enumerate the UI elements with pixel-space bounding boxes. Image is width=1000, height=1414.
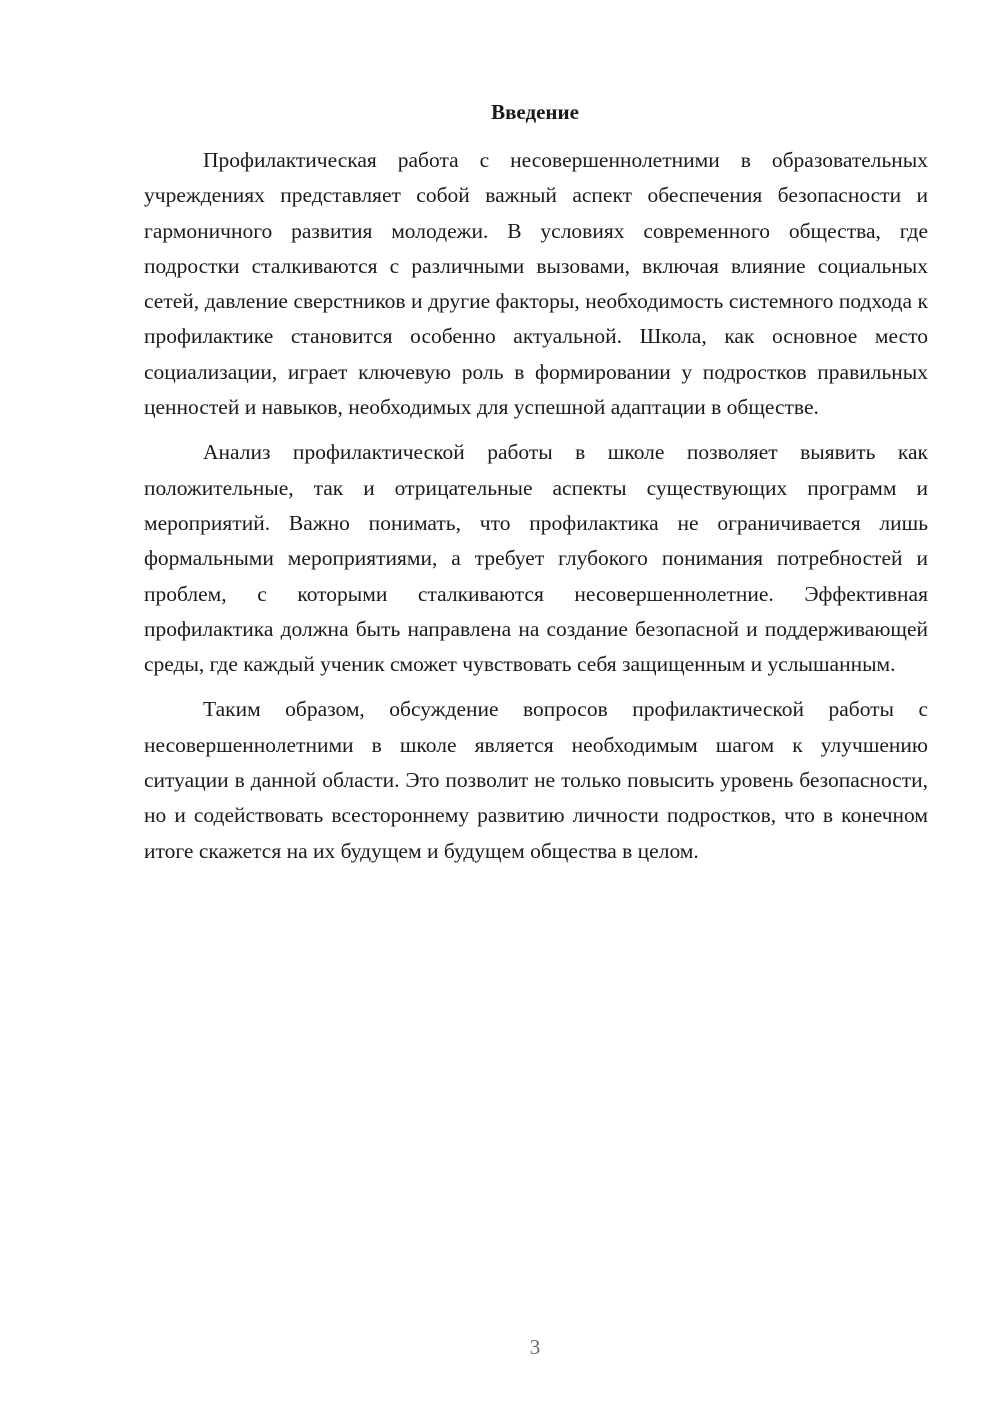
page-title: Введение bbox=[491, 100, 579, 124]
paragraph-1: Профилактическая работа с несовершеннолетними в образовательных учреждениях представляет собой важный аспект обеспечения безопасности и гармоничного развития молодежи. В условиях современного общества, где подростки сталкиваются с различными вызовами, включая влияние социальных сетей, давление сверстников и другие факторы, необходимость системного подхода к профилактике становится особенно актуальной. Школа, как основное место социализации, играет ключевую роль в формировании у подростков правильных ценностей и навыков, необходимых для успешной адаптации в обществе. bbox=[144, 148, 928, 420]
paragraph-2: Анализ профилактической работы в школе позволяет выявить как положительные, так и отрицательные аспекты существующих программ и мероприятий. Важно понимать, что профилактика не ограничивается лишь формальными мероприятиями, а требует глубокого понимания потребностей и проблем, с которыми сталкиваются несовершеннолетние. Эффективная профилактика должна быть направлена на создание безопасной и поддерживающей среды, где каждый ученик сможет чувствовать себя защищенным и услышанным. bbox=[144, 440, 928, 677]
page-number: 3 bbox=[529, 1335, 541, 1359]
document-body bbox=[144, 143, 928, 869]
paragraph-3: Таким образом, обсуждение вопросов профилактической работы с несовершеннолетними в школе является необходимым шагом к улучшению ситуации в данной области. Это позволит не только повысить уровень безопасности, но и содействовать всестороннему развитию личности подростков, что в конечном итоге скажется на их будущем и будущем общества в целом. bbox=[144, 697, 928, 863]
